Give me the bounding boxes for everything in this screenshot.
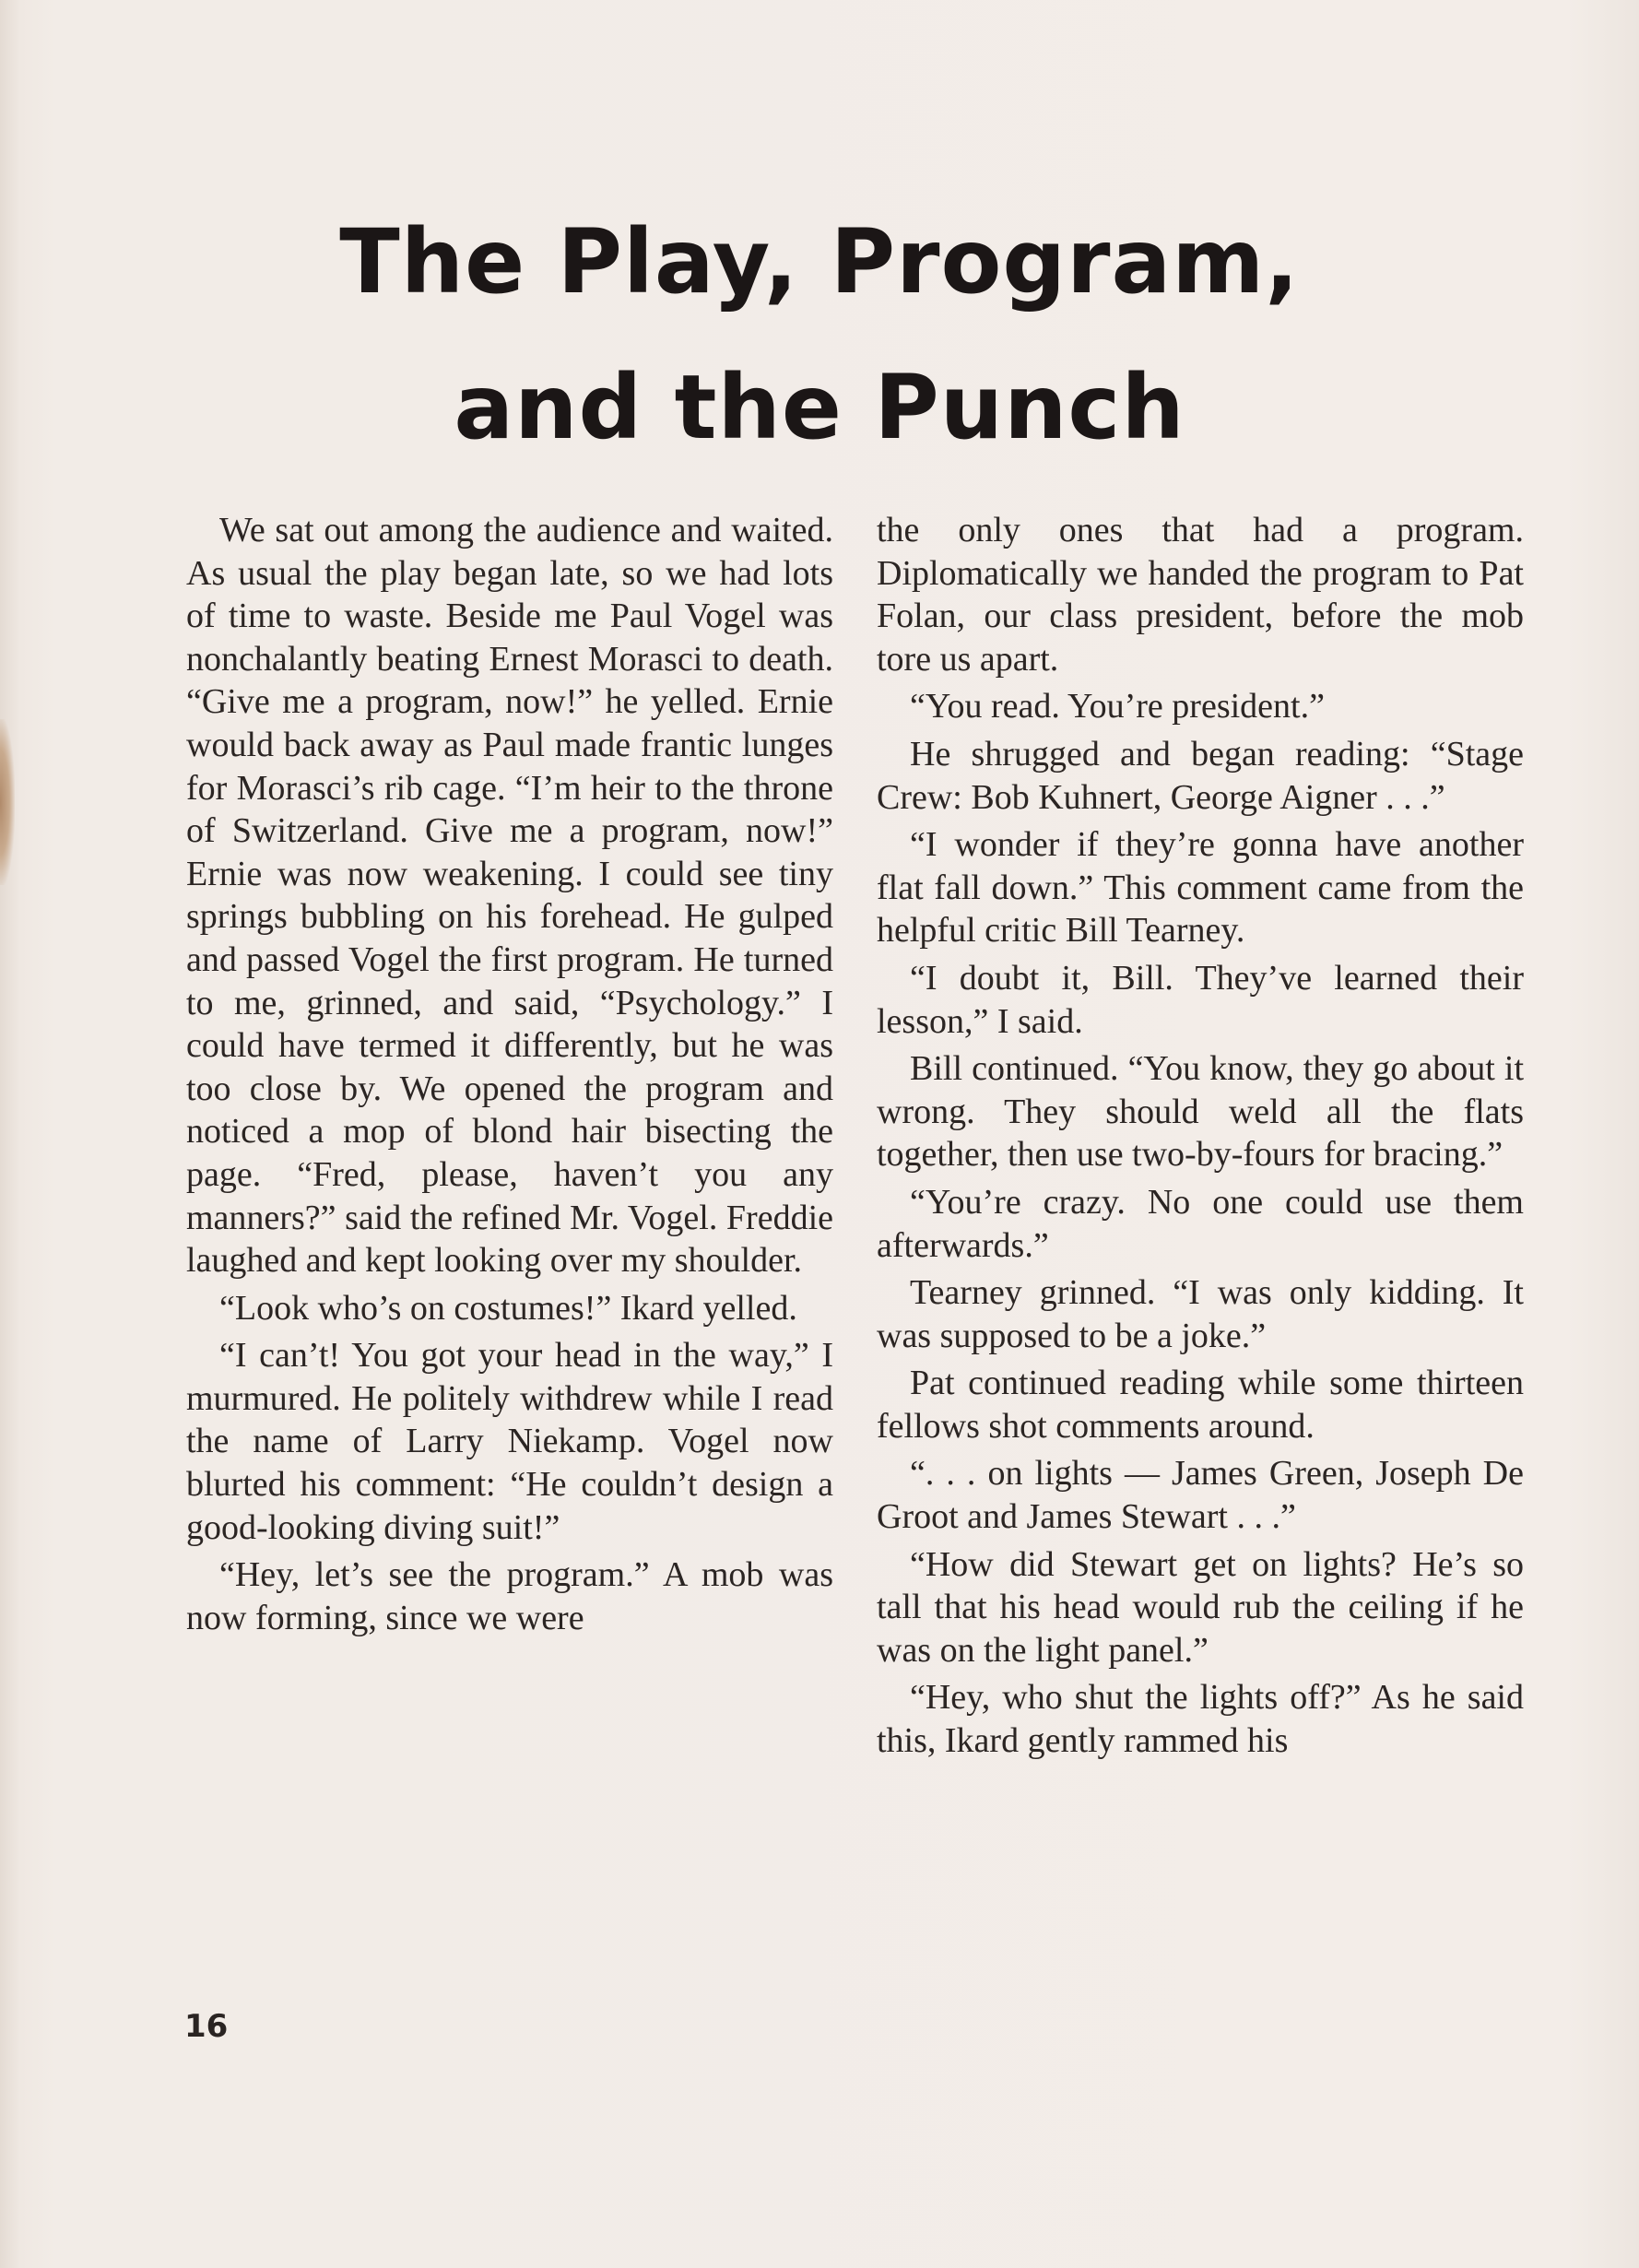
page-number: 16 [184,2008,229,2045]
page-stain [0,719,15,885]
title-line-1: The Play, Program, [339,210,1300,313]
article-title [0,189,1639,480]
paragraph: “How did Stewart get on lights? He’s so tall that his head would rub the ceiling if he was on the light panel.” [877,1544,1524,1670]
paragraph: “You read. You’re president.” [910,687,1325,726]
paragraph: He shrugged and began reading: “Stage Crew: Bob Kuhnert, George Aigner . . .” [877,734,1524,817]
right-column [877,509,1524,1767]
paragraph: “I can’t! You got your head in the way,” I murmured. He politely withdrew while I read the name of Larry Niekamp. Vogel now blurted his comment: “He couldn’t design a good-looking diving suit!” [186,1336,833,1547]
paragraph-continuation: the only ones that had a program. Diplomatically we handed the program to Pat Folan, our class president, before the mob tore us apart. [877,511,1524,679]
paragraph: Pat continued reading while some thirteen fellows shot comments around. [877,1364,1524,1446]
paragraph: “. . . on lights — James Green, Joseph De Groot and James Stewart . . .” [877,1454,1524,1537]
paragraph: Tearney grinned. “I was only kidding. It was supposed to be a joke.” [877,1273,1524,1355]
paragraph: “I wonder if they’re gonna have another flat fall down.” This comment came from the helpful critic Bill Tearney. [877,825,1524,951]
paragraph: “You’re crazy. No one could use them afterwards.” [877,1182,1524,1265]
paragraph: “Hey, let’s see the program.” A mob was now forming, since we were [186,1555,833,1637]
left-column [186,509,833,1644]
paragraph: “Hey, who shut the lights off?” As he said this, Ikard gently rammed his [877,1678,1524,1761]
title-line-2: and the Punch [454,356,1185,459]
paragraph: “Look who’s on costumes!” Ikard yelled. [219,1288,797,1328]
paragraph: Bill continued. “You know, they go about it wrong. They should weld all the flats together, then use two-by-fours for bracing.” [877,1049,1524,1175]
paragraph: We sat out among the audience and waited. As usual the play began late, so we had lots of time to waste. Beside me Paul Vogel was nonchalantly beating Ernest Morasci to death. “Give me a program, now!” he yelled. Ernie would back away as Paul made frantic lunges for Morasci’s rib cage. “I’m heir to the throne of Switzerland. Give me a program, now!” Ernie was now weakening. I could see tiny springs bubbling on his forehead. He gulped and passed Vogel the first program. He turned to me, grinned, and said, “Psychology.” I could have termed it differently, but he was too close by. We opened the program and noticed a mop of blond hair bisecting the page. “Fred, please, haven’t you any manners?” said the refined Mr. Vogel. Freddie laughed and kept looking over my shoulder. [186,511,833,1281]
paragraph: “I doubt it, Bill. They’ve learned their lesson,” I said. [877,958,1524,1041]
